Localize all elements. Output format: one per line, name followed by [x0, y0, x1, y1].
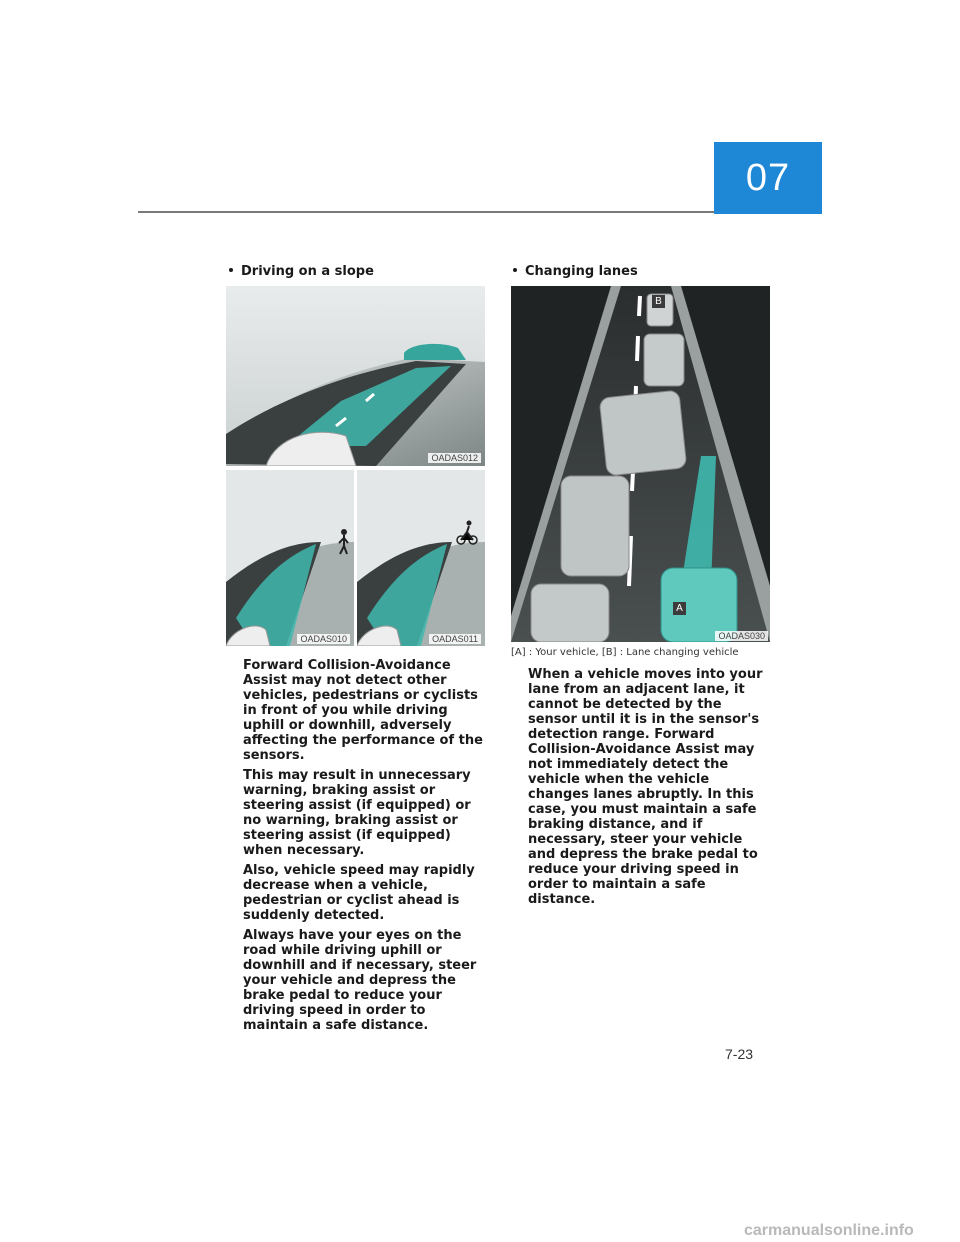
figure-caption: [A] : Your vehicle, [B] : Lane changing vehicle [511, 647, 739, 658]
paragraph: Also, vehicle speed may rapidly decrease when a vehicle, pedestrian or cyclist ahead is suddenly detected. [243, 863, 475, 923]
page-number: 7-23 [725, 1046, 754, 1062]
lane-change-description [528, 667, 770, 912]
lane-change-bullet-title: Changing lanes [513, 264, 638, 279]
chapter-number: 07 [745, 156, 791, 199]
bullet-icon [513, 268, 517, 272]
slope-figure-cyclist [357, 470, 485, 646]
bullet-icon [229, 268, 233, 272]
header-divider [138, 211, 714, 213]
paragraph: When a vehicle moves into your lane from an adjacent lane, it cannot be detected by the sensor until it is in the sensor's detection range. Forward Collision-Avoidance Assist may not immediately detect the vehicle when the vehicle changes lanes abruptly. In this case, you must maintain a safe braking distance, and if necessary, steer your vehicle and depress the brake pedal to reduce your driving speed in order to maintain a safe distance. [528, 667, 763, 907]
vehicle-b-label: B [652, 295, 665, 308]
figure-code: OADAS030 [715, 631, 768, 641]
figure-code: OADAS010 [297, 634, 350, 644]
lane-change-figure [511, 286, 770, 642]
figure-code: OADAS012 [428, 453, 481, 463]
slope-figure-pedestrian [226, 470, 354, 646]
figure-code: OADAS011 [429, 634, 481, 644]
slope-description [243, 658, 485, 1038]
slope-figure-main [226, 286, 485, 466]
chapter-tab [714, 142, 822, 214]
paragraph: Forward Collision-Avoidance Assist may not detect other vehicles, pedestrians or cyclists in front of you while driving uphill or downhill, adversely affecting the performance of the sensors. [243, 658, 483, 763]
slope-bullet-title: Driving on a slope [229, 264, 374, 279]
watermark: carmanualsonline.info [744, 1222, 914, 1239]
vehicle-a-label: A [673, 602, 686, 615]
paragraph: Always have your eyes on the road while driving uphill or downhill and if necessary, steer your vehicle and depress the brake pedal to reduce your driving speed in order to maintain a safe distance. [243, 928, 477, 1033]
paragraph: This may result in unnecessary warning, braking assist or steering assist (if equipped) or no warning, braking assist or steering assist (if equipped) when necessary. [243, 768, 471, 858]
